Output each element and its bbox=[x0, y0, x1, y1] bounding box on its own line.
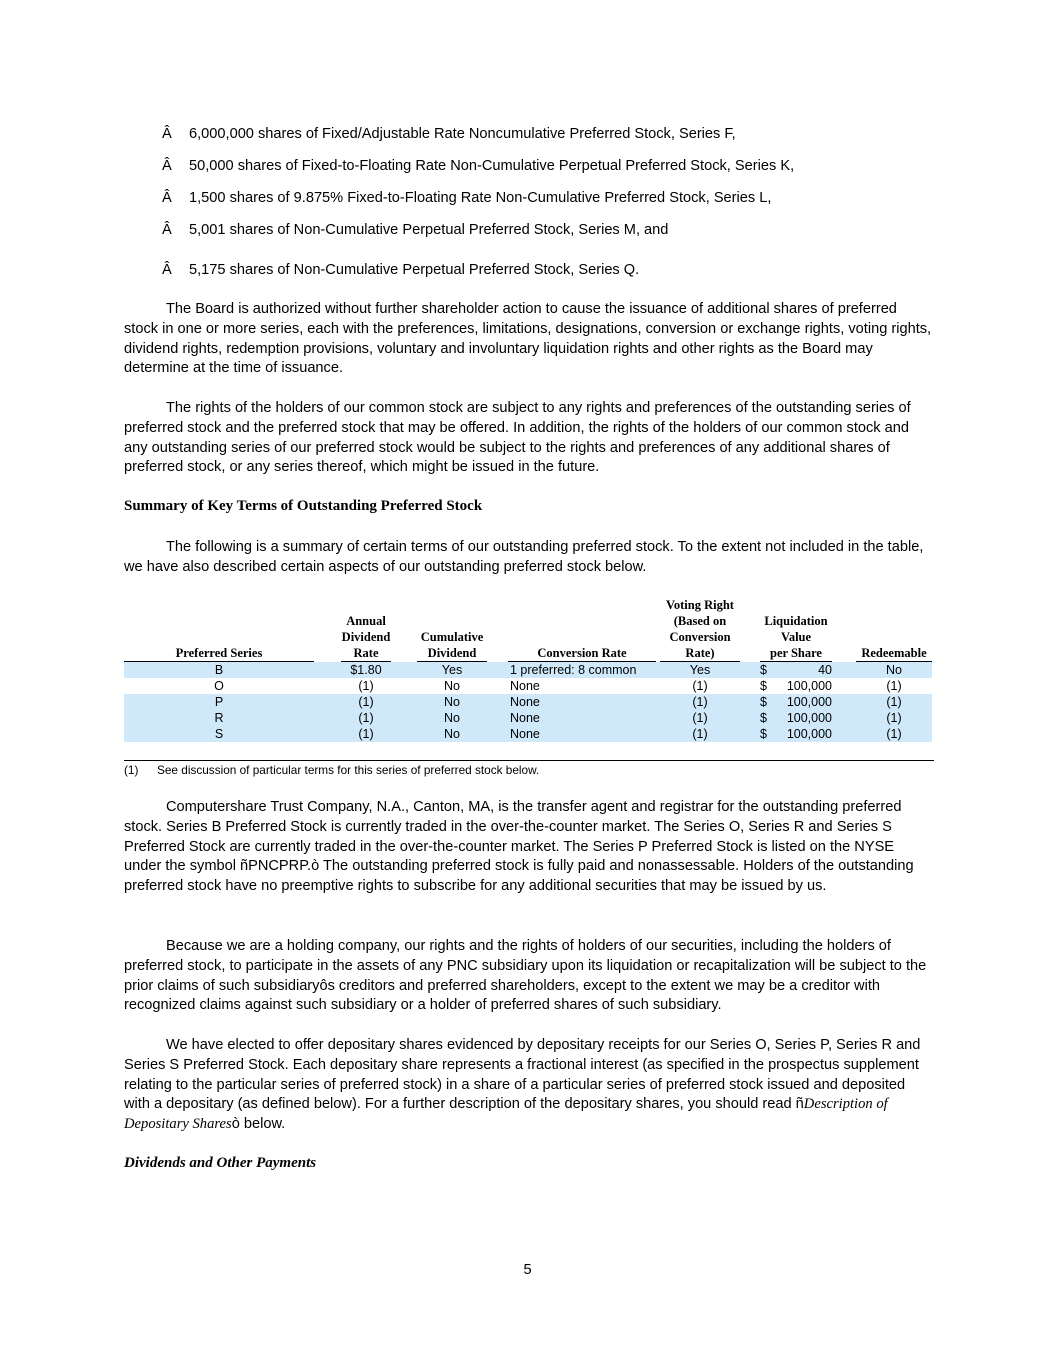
cell-currency: $ bbox=[760, 663, 767, 677]
cell-dividend-rate: (1) bbox=[358, 711, 374, 725]
cell-currency: $ bbox=[760, 727, 767, 741]
cell-currency: $ bbox=[760, 679, 767, 693]
footnote-divider bbox=[124, 760, 934, 761]
depositary-text-after: ò below. bbox=[231, 1116, 286, 1133]
cell-dividend-rate: (1) bbox=[358, 695, 374, 709]
bullet-text: 6,000,000 shares of Fixed/Adjustable Rate Noncumulative Preferred Stock, Series F, bbox=[189, 126, 736, 142]
cell-redeemable: No bbox=[886, 663, 902, 677]
table-row bbox=[124, 726, 932, 742]
table-footnote bbox=[124, 763, 539, 777]
cell-conversion: None bbox=[510, 695, 540, 709]
depositary-link-text: Description of Depositary Shares bbox=[124, 1096, 888, 1133]
bullet-text: 5,175 shares of Non-Cumulative Perpetual Preferred Stock, Series Q. bbox=[189, 262, 640, 278]
cell-liquidation: 40 bbox=[818, 663, 832, 677]
cell-cumulative: No bbox=[444, 679, 460, 693]
transfer-agent-paragraph bbox=[124, 798, 934, 897]
header-preferred-series: Preferred Series bbox=[124, 645, 314, 662]
cell-series: O bbox=[214, 679, 224, 693]
cell-dividend-rate: (1) bbox=[358, 679, 374, 693]
header-redeemable: Redeemable bbox=[856, 645, 932, 662]
board-authorization-text: The Board is authorized without further shareholder action to cause the issuance of additional shares of preferred stock in one or more series, each with the preferences, limitations, designations, conversion or exchange rights, voting rights, dividend rights, redemption provisions, voluntary and involuntary liquidation rights and other rights as the Board may determine at the time of issuance. bbox=[124, 301, 932, 377]
transfer-agent-text: Computershare Trust Company, N.A., Canton, MA, is the transfer agent and registrar for the outstanding preferred stock. Series B Preferred Stock is currently traded in the over-the-counter market. The Series O, Series R and Series S Preferred Stock are currently traded in the over-the-counter market. The Series P Preferred Stock is listed on the NYSE under the symbol ñPNCPRP.ò The outstanding preferred stock is fully paid and nonassessable. Holders of the outstanding preferred stock have no preemptive rights to subscribe for any additional securities that may be issued by us. bbox=[124, 799, 914, 895]
cell-series: S bbox=[214, 727, 224, 741]
footnote-mark: (1) bbox=[124, 763, 139, 777]
cell-redeemable: (1) bbox=[886, 727, 902, 741]
cell-cumulative: Yes bbox=[441, 663, 463, 677]
holding-company-paragraph bbox=[124, 937, 934, 1016]
cell-redeemable: (1) bbox=[886, 711, 902, 725]
cell-currency: $ bbox=[760, 711, 767, 725]
cell-voting: (1) bbox=[692, 695, 708, 709]
bullet-mark: Â bbox=[162, 158, 172, 174]
bullet-text: 50,000 shares of Fixed-to-Floating Rate Non-Cumulative Perpetual Preferred Stock, Series K, bbox=[189, 158, 795, 174]
cell-dividend-rate: (1) bbox=[358, 727, 374, 741]
board-authorization-paragraph bbox=[124, 300, 934, 379]
header-liquidation-value: Liquidation Value per Share bbox=[760, 613, 832, 662]
bullet-text: 5,001 shares of Non-Cumulative Perpetual Preferred Stock, Series M, and bbox=[189, 222, 669, 238]
cell-conversion: None bbox=[510, 711, 540, 725]
cell-liquidation: 100,000 bbox=[786, 679, 832, 693]
cell-redeemable: (1) bbox=[886, 679, 902, 693]
cell-dividend-rate: $1.80 bbox=[350, 663, 382, 677]
table-row bbox=[124, 694, 932, 710]
cell-voting: (1) bbox=[692, 679, 708, 693]
cell-voting: Yes bbox=[689, 663, 711, 677]
bullet-mark: Â bbox=[162, 222, 172, 238]
cell-voting: (1) bbox=[692, 727, 708, 741]
depositary-shares-paragraph bbox=[124, 1036, 934, 1135]
cell-liquidation: 100,000 bbox=[786, 727, 832, 741]
summary-heading: Summary of Key Terms of Outstanding Preferred Stock bbox=[124, 498, 483, 514]
cell-conversion: None bbox=[510, 679, 540, 693]
holding-company-text: Because we are a holding company, our rights and the rights of holders of our securities, including the holders of preferred stock, to participate in the assets of any PNC subsidiary upon its liquidation or recapitalization will be subject to the prior claims of such subsidiaryôs creditors and preferred shareholders, except to the extent we may be a creditor with recognized claims against such subsidiary or a holder of preferred shares of such subsidiary. bbox=[124, 938, 927, 1014]
bullet-text: 1,500 shares of 9.875% Fixed-to-Floating Rate Non-Cumulative Preferred Stock, Series L, bbox=[189, 190, 772, 206]
cell-currency: $ bbox=[760, 695, 767, 709]
table-header bbox=[124, 594, 932, 662]
header-conversion-rate: Conversion Rate bbox=[508, 645, 656, 662]
cell-series: P bbox=[214, 695, 224, 709]
bullet-mark: Â bbox=[162, 262, 172, 278]
table-row bbox=[124, 678, 932, 694]
summary-intro-text: The following is a summary of certain terms of our outstanding preferred stock. To the extent not included in the table, we have also described certain aspects of our outstanding preferred stock below. bbox=[124, 539, 924, 575]
page-number: 5 bbox=[523, 1262, 532, 1278]
table-row bbox=[124, 662, 932, 678]
cell-conversion: None bbox=[510, 727, 540, 741]
footnote-text: See discussion of particular terms for this series of preferred stock below. bbox=[157, 763, 540, 777]
cell-redeemable: (1) bbox=[886, 695, 902, 709]
header-cumulative-dividend: Cumulative Dividend bbox=[417, 629, 487, 662]
cell-cumulative: No bbox=[444, 711, 460, 725]
bullet-mark: Â bbox=[162, 190, 172, 206]
table-row bbox=[124, 710, 932, 726]
cell-series: R bbox=[214, 711, 224, 725]
header-voting-right: Voting Right (Based on Conversion Rate) bbox=[660, 597, 740, 662]
depositary-text-before: We have elected to offer depositary shares evidenced by depositary receipts for our Series O, Series P, Series R and Series S Preferred Stock. Each depositary share represents a fractional interest (as specified in the prospectus supplement relating to the particular series of preferred stock) in a share of a particular series of preferred stock issued and deposited with a depositary (as defined below). For a further description of the depositary shares, you should read ñ bbox=[124, 1037, 921, 1113]
summary-intro-paragraph bbox=[124, 538, 934, 578]
common-stock-rights-text: The rights of the holders of our common stock are subject to any rights and preferences of the outstanding series of preferred stock and the preferred stock that may be offered. In addition, the rights of the holders of our common stock and any outstanding series of our preferred stock would be subject to the rights and preferences of any additional shares of preferred stock, or any series thereof, which might be issued in the future. bbox=[124, 400, 911, 476]
cell-cumulative: No bbox=[444, 695, 460, 709]
common-stock-rights-paragraph bbox=[124, 399, 934, 478]
preferred-stock-terms-table bbox=[124, 594, 932, 742]
cell-series: B bbox=[214, 663, 224, 677]
cell-liquidation: 100,000 bbox=[786, 711, 832, 725]
cell-cumulative: No bbox=[444, 727, 460, 741]
header-annual-dividend-rate: Annual Dividend Rate bbox=[341, 614, 391, 660]
cell-conversion: 1 preferred: 8 common bbox=[510, 663, 637, 677]
cell-voting: (1) bbox=[692, 711, 708, 725]
bullet-mark: Â bbox=[162, 126, 172, 142]
cell-liquidation: 100,000 bbox=[786, 695, 832, 709]
dividends-heading: Dividends and Other Payments bbox=[124, 1155, 317, 1171]
